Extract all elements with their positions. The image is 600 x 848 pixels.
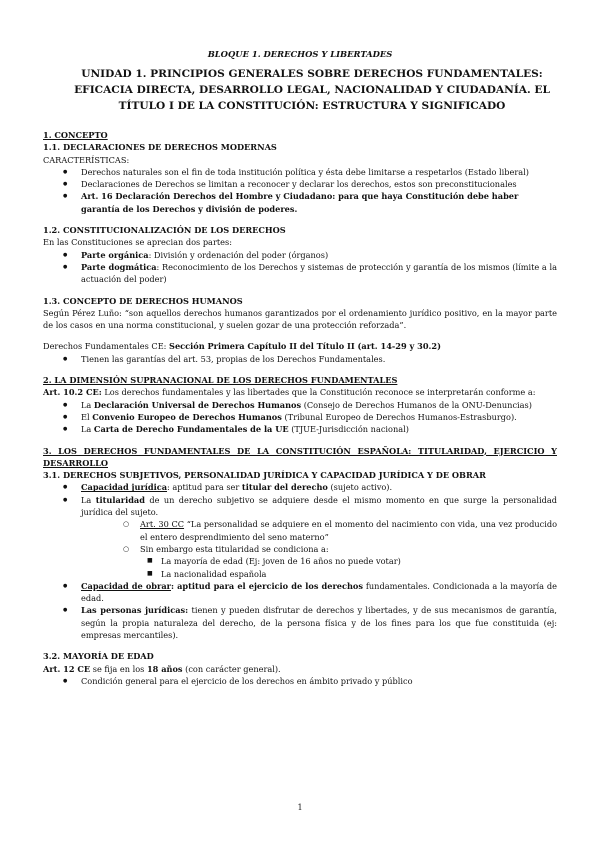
section-2-title: 2. LA DIMENSIÓN SUPRANACIONAL DE LOS DERECHOS FUNDAMENTALES [43, 375, 398, 386]
section-1-1-lead: CARACTERÍSTICAS: [43, 154, 130, 165]
list-item: ● La Carta de Derecho Fundamentales de la UE (TJUE-Jurisdicción nacional) [43, 423, 557, 435]
section-3-title: 3. LOS DERECHOS FUNDAMENTALES DE LA CONSTITUCIÓN ESPAÑOLA: TITULARIDAD, EJERCICIO Y DESARROLLO [43, 445, 557, 468]
list-item: ○ Sin embargo esta titularidad se condiciona a: [43, 543, 557, 555]
list-item: ● El Convenio Europeo de Derechos Humanos (Tribunal Europeo de Derechos Humanos-Estrasburgo). [43, 411, 557, 423]
section-3-2-title: 3.2. MAYORÍA DE EDAD [43, 651, 154, 662]
section-1-1-list [43, 166, 557, 215]
list-item: ● La Declaración Universal de Derechos Humanos (Consejo de Derechos Humanos de la ONU-Denuncias) [43, 399, 557, 411]
list-item: ● Capacidad jurídica: aptitud para ser titular del derecho (sujeto activo). [43, 481, 557, 493]
list-item: ■ La nacionalidad española [43, 568, 557, 580]
section-3-2-list [43, 675, 557, 687]
document-body [43, 129, 557, 687]
list-item: ○ Art. 30 CC “La personalidad se adquiere en el momento del nacimiento con vida, una vez producido el entero desprendimiento del seno materno” [43, 518, 557, 543]
list-item: ■ La mayoría de edad (Ej: joven de 16 años no puede votar) [43, 555, 557, 567]
section-1-title: 1. CONCEPTO [43, 130, 108, 140]
unidad-title: UNIDAD 1. PRINCIPIOS GENERALES SOBRE DERECHOS FUNDAMENTALES: EFICACIA DIRECTA, DESARROLLO LEGAL, NACIONALIDAD Y CIUDADANÍA. EL TÍTULO I DE LA CONSTITUCIÓN: ESTRUCTURA Y SIGNIFICADO [74, 68, 550, 113]
list-item: ● Las personas jurídicas: tienen y pueden disfrutar de derechos y libertades, y de sus mecanismos de garantía, según la propia naturaleza del derecho, de la persona física y de los fines para los que fue constituida (ej: empresas mercantiles). [43, 604, 557, 641]
section-3-1-title: 3.1. DERECHOS SUBJETIVOS, PERSONALIDAD JURÍDICA Y CAPACIDAD JURÍDICA Y DE OBRAR [43, 470, 486, 481]
art-10-2: Art. 10.2 CE: Los derechos fundamentales y las libertades que la Constitución reconoce se interpretarán conforme a: [43, 387, 536, 398]
section-1-1-title: 1.1. DECLARACIONES DE DERECHOS MODERNAS [43, 142, 277, 153]
section-1-2-title: 1.2. CONSTITUCIONALIZACIÓN DE LOS DERECHOS [43, 225, 286, 236]
list-item: ● Art. 16 Declaración Derechos del Hombre y Ciudadano: para que haya Constitución debe haber garantía de los Derechos y división de poderes. [43, 190, 557, 215]
list-item: ● Declaraciones de Derechos se limitan a reconocer y declarar los derechos, estos son preconstitucionales [43, 178, 557, 190]
list-item: ● Capacidad de obrar: aptitud para el ejercicio de los derechos fundamentales. Condicionada a la mayoría de edad. [43, 580, 557, 605]
list-item: ● Parte dogmática: Reconocimiento de los Derechos y sistemas de protección y garantía de los mismos (límite a la actuación del poder) [43, 261, 557, 286]
section-2-list [43, 399, 557, 436]
art-12-ce: Art. 12 CE se fija en los 18 años (con carácter general). [43, 663, 281, 674]
section-1-2-list [43, 249, 557, 286]
section-1-3-list [43, 353, 557, 365]
perez-luno-quote: Según Pérez Luño: “son aquellos derechos humanos garantizados por el ordenamiento jurídico positivo, en la mayor parte de los casos en una norma constitucional, y suelen gozar de una protección reforzada”. [43, 307, 557, 331]
page-number: 1 [297, 803, 303, 812]
list-item: ● Derechos naturales son el fin de toda institución política y ésta debe limitarse a respetarlos (Estado liberal) [43, 166, 557, 178]
derechos-fundamentales-ce: Derechos Fundamentales CE: Sección Primera Capítulo II del Título II (art. 14-29 y 30.2) [43, 341, 441, 352]
list-item: ● Condición general para el ejercicio de los derechos en ámbito privado y público [43, 675, 557, 687]
list-item: ● Parte orgánica: División y ordenación del poder (órganos) [43, 249, 557, 261]
list-item: ● Tienen las garantías del art. 53, propias de los Derechos Fundamentales. [43, 353, 557, 365]
section-1-3-title: 1.3. CONCEPTO DE DERECHOS HUMANOS [43, 295, 243, 306]
section-1-2-lead: En las Constituciones se aprecian dos partes: [43, 237, 232, 248]
list-item: ● La titularidad de un derecho subjetivo se adquiere desde el mismo momento en que surge la personalidad jurídica del sujeto. [43, 494, 557, 519]
section-3-1-list [43, 481, 557, 641]
bloque-heading: BLOQUE 1. DERECHOS Y LIBERTADES [207, 49, 393, 59]
